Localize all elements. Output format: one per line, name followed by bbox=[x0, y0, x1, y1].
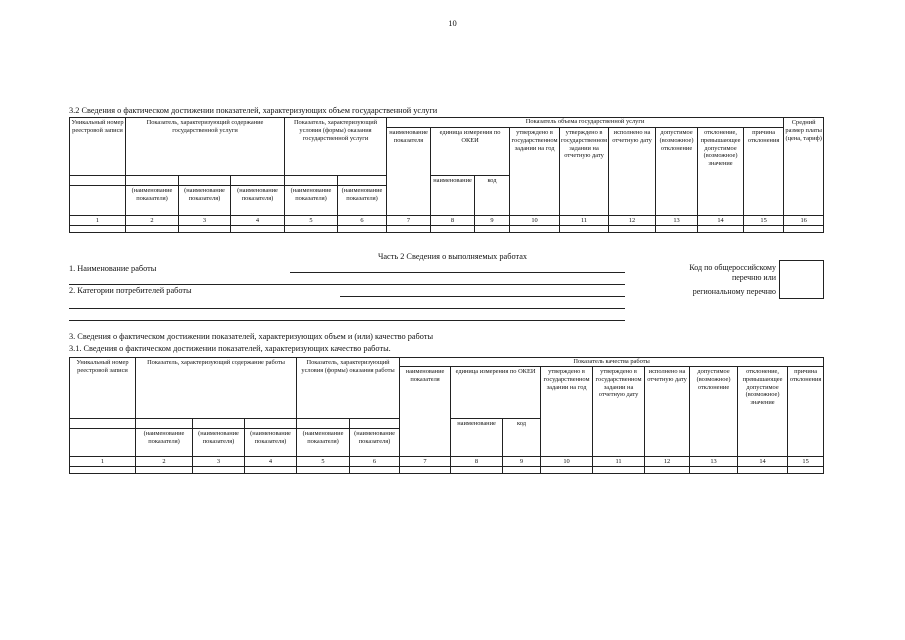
col-allowed-deviation-header: допустимое (возможное) отклонение bbox=[690, 367, 738, 457]
column-number: 6 bbox=[350, 457, 400, 467]
sub-indicator-name: (наименование показателя) bbox=[297, 429, 350, 457]
column-number-row bbox=[70, 216, 824, 226]
blank-cell bbox=[231, 176, 285, 186]
column-number: 9 bbox=[503, 457, 541, 467]
consumer-category-line bbox=[340, 296, 625, 297]
col-avg-fee-header: Средний размер платы (цена, тариф) bbox=[784, 118, 824, 216]
consumer-category-line bbox=[69, 308, 625, 309]
code-label-line: перечню или bbox=[731, 273, 776, 282]
col-excess-deviation-header: отклонение, превышающее допустимое (возможное) значение bbox=[698, 128, 744, 216]
column-number: 1 bbox=[70, 457, 136, 467]
column-number: 3 bbox=[179, 216, 231, 226]
col-unit-header: единица измерения по ОКЕИ bbox=[451, 367, 541, 419]
col-conditions-header: Показатель, характеризующий условия (формы) оказания государственной услуги bbox=[285, 118, 387, 176]
work-name-line bbox=[69, 284, 625, 285]
column-number: 1 bbox=[70, 216, 126, 226]
col-excess-deviation-header: отклонение, превышающее допустимое (возможное) значение bbox=[738, 367, 788, 457]
column-number: 10 bbox=[541, 457, 593, 467]
column-number: 3 bbox=[193, 457, 245, 467]
work-name-line bbox=[290, 272, 625, 273]
col-unique-number-header: Уникальный номер реестровой записи bbox=[70, 358, 136, 419]
col-content-header: Показатель, характеризующий содержание государственной услуги bbox=[126, 118, 285, 176]
code-box bbox=[779, 260, 824, 299]
sub-indicator-name: (наименование показателя) bbox=[350, 429, 400, 457]
col-approved-task-header: утверждено в государственном задании на год bbox=[510, 128, 560, 216]
col-approved-task-header: утверждено в государственном задании на год bbox=[541, 367, 593, 457]
sub-indicator-name: (наименование показателя) bbox=[193, 429, 245, 457]
section-3-title: 3. Сведения о фактическом достижении показателей, характеризующих объем и (или) качество работы bbox=[69, 332, 434, 341]
work-name-label: 1. Наименование работы bbox=[69, 264, 157, 273]
blank-cell bbox=[245, 419, 297, 429]
column-number: 4 bbox=[245, 457, 297, 467]
col-reason-header: причина отклонения bbox=[788, 367, 824, 457]
col-indicator-name-header: наименование показателя bbox=[387, 128, 431, 216]
section-3-2-title: 3.2 Сведения о фактическом достижении показателей, характеризующих объем государственной услуги bbox=[69, 106, 438, 115]
blank-cell bbox=[193, 419, 245, 429]
sub-indicator-name: (наименование показателя) bbox=[338, 186, 387, 216]
blank-cell bbox=[136, 419, 193, 429]
col-unique-number-header: Уникальный номер реестровой записи bbox=[70, 118, 126, 176]
blank-cell bbox=[285, 176, 338, 186]
col-executed-header: исполнено на отчетную дату bbox=[645, 367, 690, 457]
column-number: 8 bbox=[451, 457, 503, 467]
column-number: 7 bbox=[387, 216, 431, 226]
col-volume-group-header: Показатель объема государственной услуги bbox=[387, 118, 784, 128]
col-unit-name-header: наименование bbox=[451, 419, 503, 457]
column-number: 12 bbox=[645, 457, 690, 467]
col-approved-date-header: утверждено в государственном задании на отчетную дату bbox=[593, 367, 645, 457]
column-number: 14 bbox=[698, 216, 744, 226]
column-number-row bbox=[70, 457, 824, 467]
sub-indicator-name: (наименование показателя) bbox=[245, 429, 297, 457]
blank-cell bbox=[70, 419, 136, 429]
col-unit-code-header: код bbox=[475, 176, 510, 216]
col-indicator-name-header: наименование показателя bbox=[400, 367, 451, 457]
table-row bbox=[70, 467, 824, 474]
column-number: 5 bbox=[297, 457, 350, 467]
column-number: 13 bbox=[656, 216, 698, 226]
column-number: 9 bbox=[475, 216, 510, 226]
column-number: 16 bbox=[784, 216, 824, 226]
column-number: 14 bbox=[738, 457, 788, 467]
column-number: 11 bbox=[560, 216, 609, 226]
col-content-header: Показатель, характеризующий содержание работы bbox=[136, 358, 297, 419]
column-number: 6 bbox=[338, 216, 387, 226]
column-number: 4 bbox=[231, 216, 285, 226]
blank-cell bbox=[297, 419, 350, 429]
column-number: 5 bbox=[285, 216, 338, 226]
column-number: 13 bbox=[690, 457, 738, 467]
sub-indicator-name: (наименование показателя) bbox=[179, 186, 231, 216]
blank-cell bbox=[350, 419, 400, 429]
section-3-1-title: 3.1. Сведения о фактическом достижении показателей, характеризующих качество работы. bbox=[69, 344, 391, 353]
column-number: 15 bbox=[788, 457, 824, 467]
column-number: 2 bbox=[136, 457, 193, 467]
code-label-line: Код по общероссийскому bbox=[689, 263, 776, 272]
volume-indicators-table bbox=[69, 117, 824, 233]
col-unit-name-header: наименование bbox=[431, 176, 475, 216]
blank-cell bbox=[338, 176, 387, 186]
sub-indicator-name: (наименование показателя) bbox=[285, 186, 338, 216]
col-allowed-deviation-header: допустимое (возможное) отклонение bbox=[656, 128, 698, 216]
col-unit-header: единица измерения по ОКЕИ bbox=[431, 128, 510, 176]
column-number: 2 bbox=[126, 216, 179, 226]
column-number: 11 bbox=[593, 457, 645, 467]
table-row bbox=[70, 226, 824, 233]
col-approved-date-header: утверждено в государственном задании на отчетную дату bbox=[560, 128, 609, 216]
col-executed-header: исполнено на отчетную дату bbox=[609, 128, 656, 216]
code-label-line: региональному перечню bbox=[692, 287, 776, 296]
blank-cell bbox=[70, 176, 126, 186]
column-number: 8 bbox=[431, 216, 475, 226]
col-quality-group-header: Показатель качества работы bbox=[400, 358, 824, 367]
sub-indicator-name: (наименование показателя) bbox=[126, 186, 179, 216]
column-number: 15 bbox=[744, 216, 784, 226]
column-number: 10 bbox=[510, 216, 560, 226]
consumer-category-line bbox=[69, 320, 625, 321]
col-reason-header: причина отклонения bbox=[744, 128, 784, 216]
page-number: 10 bbox=[448, 18, 457, 28]
blank-cell bbox=[126, 176, 179, 186]
sub-indicator-name: (наименование показателя) bbox=[136, 429, 193, 457]
consumer-category-label: 2. Категории потребителей работы bbox=[69, 286, 192, 295]
quality-indicators-table bbox=[69, 357, 824, 474]
blank-cell bbox=[179, 176, 231, 186]
blank-cell bbox=[70, 186, 126, 216]
blank-cell bbox=[70, 429, 136, 457]
col-unit-code-header: код bbox=[503, 419, 541, 457]
column-number: 7 bbox=[400, 457, 451, 467]
part-2-title: Часть 2 Сведения о выполняемых работах bbox=[377, 252, 528, 261]
col-conditions-header: Показатель, характеризующий условия (формы) оказания работы bbox=[297, 358, 400, 419]
code-label bbox=[640, 263, 776, 297]
column-number: 12 bbox=[609, 216, 656, 226]
sub-indicator-name: (наименование показателя) bbox=[231, 186, 285, 216]
